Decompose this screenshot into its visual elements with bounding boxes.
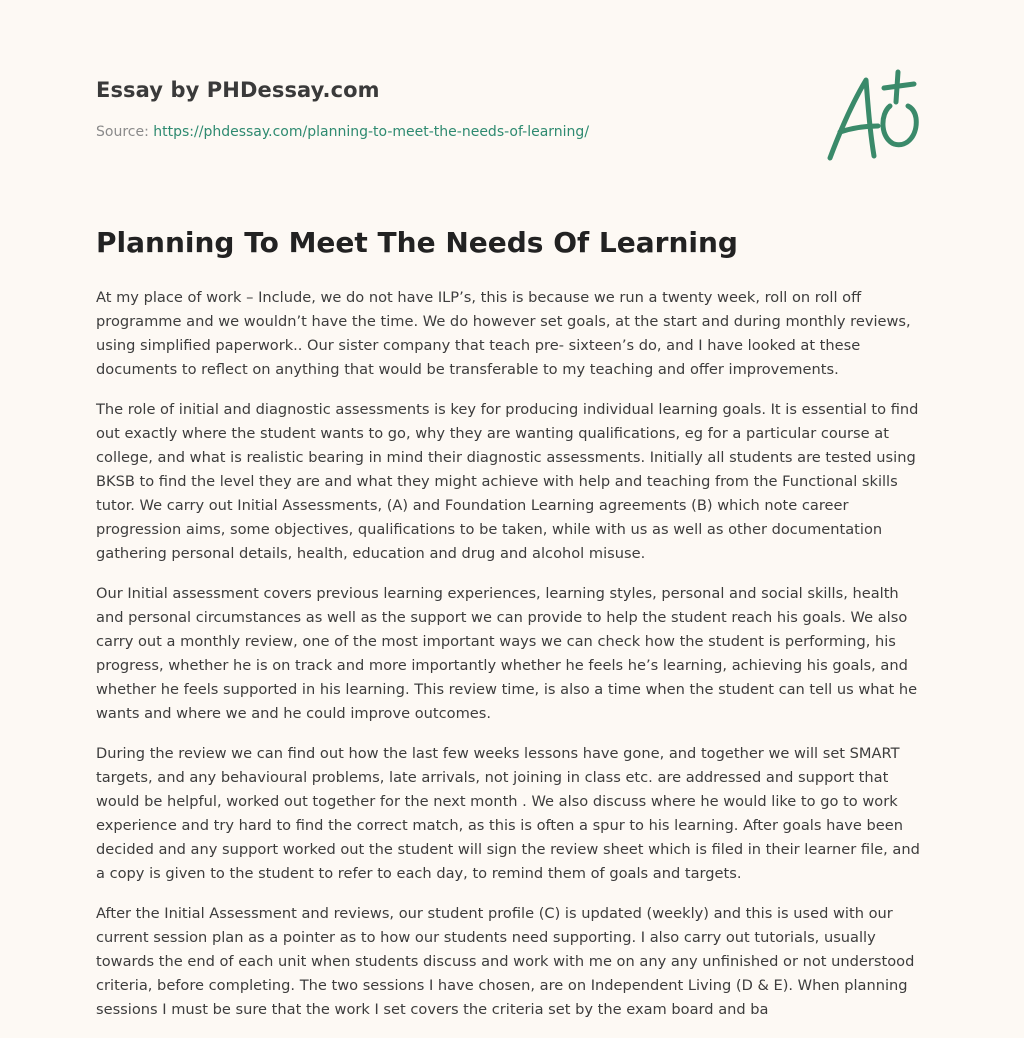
source-label: Source: bbox=[96, 124, 149, 140]
source-link[interactable]: https://phdessay.com/planning-to-meet-the-needs-of-learning/ bbox=[153, 124, 590, 140]
essay-title: Planning To Meet The Needs Of Learning bbox=[96, 226, 738, 259]
essay-paragraph: Our Initial assessment covers previous learning experiences, learning styles, personal and social skills, health and personal circumstances as well as the support we can provide to help the student reach his goals. We also carry out a monthly review, one of the most important ways we can check how the student is performing, his progress, whether he is on track and more importantly whether he feels he’s learning, achieving his goals, and whether he feels supported in his learning. This review time, is also a time when the student can tell us what he wants and where we and he could improve outcomes. bbox=[96, 585, 918, 722]
essay-paragraph: The role of initial and diagnostic assessments is key for producing individual learning goals. It is essential to find out exactly where the student wants to go, why they are wanting qualifications, eg for a particular course at college, and what is realistic bearing in mind their diagnostic assessments. Initially all students are tested using BKSB to find the level they are and what they might achieve with help and teaching from the Functional skills tutor. We carry out Initial Assessments, (A) and Foundation Learning agreements (B) which note career progression aims, some objectives, qualifications to be taken, while with us as well as other documentation gathering personal details, health, education and drug and alcohol misuse. bbox=[96, 401, 919, 562]
essay-paragraph: During the review we can find out how the last few weeks lessons have gone, and together we will set SMART targets, and any behavioural problems, late arrivals, not joining in class etc. are addressed and support that would be helpful, worked out together for the next month . We also discuss where he would like to go to work experience and try hard to find the correct match, as this is often a spur to his learning. After goals have been decided and any support worked out the student will sign the review sheet which is filed in their learner file, and a copy is given to the student to refer to each day, to remind them of goals and targets. bbox=[96, 745, 920, 882]
essay-body bbox=[96, 286, 928, 1038]
essay-paragraph: At my place of work – Include, we do not have ILP’s, this is because we run a twenty week, roll on roll off programme and we wouldn’t have the time. We do however set goals, at the start and during monthly reviews, using simplified paperwork.. Our sister company that teach pre- sixteen’s do, and I have looked at these documents to reflect on anything that would be transferable to my teaching and offer improvements. bbox=[96, 289, 911, 378]
a-plus-logo-icon bbox=[824, 66, 928, 166]
site-brand: Essay by PHDessay.com bbox=[96, 78, 380, 102]
essay-paragraph: After the Initial Assessment and reviews, our student profile (C) is updated (weekly) and this is used with our current session plan as a pointer as to how our students need supporting. I also carry out tutorials, usually towards the end of each unit when students discuss and work with me on any any unfinished or not understood criteria, before completing. The two sessions I have chosen, are on Independent Living (D & E). When planning sessions I must be sure that the work I set covers the criteria set by the exam board and ba bbox=[96, 905, 915, 1018]
source-line bbox=[96, 124, 589, 140]
